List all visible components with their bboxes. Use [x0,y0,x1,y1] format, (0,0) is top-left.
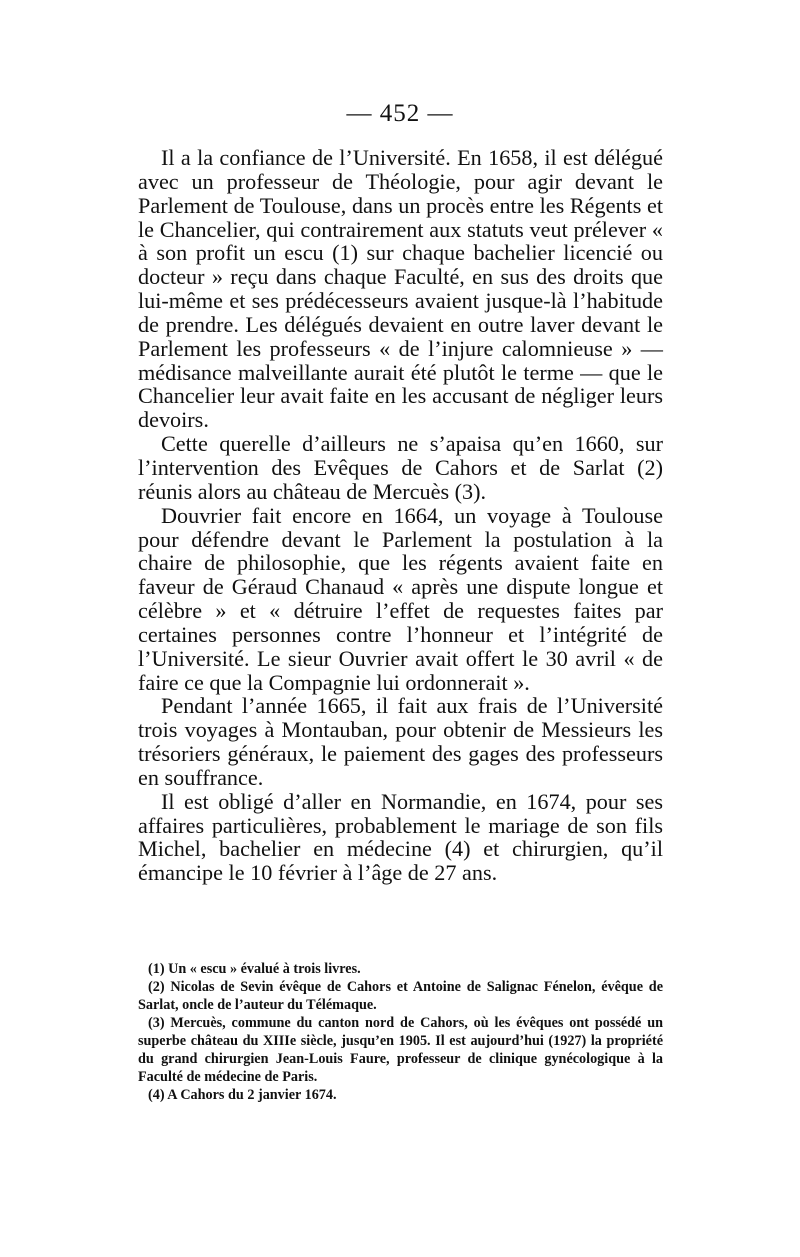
body-text [138,146,663,885]
footnote: (4) A Cahors du 2 janvier 1674. [148,1087,337,1103]
footnote: (3) Mercuès, commune du canton nord de Cahors, où les évêques ont possédé un superbe château du XIIIe siècle, jusqu’en 1905. Il est aujourd’hui (1927) la propriété du grand chirurgien Jean-Louis Faure, professeur de clinique gynécologique à la Faculté de médecine de Paris. [138,1015,663,1085]
paragraph: Cette querelle d’ailleurs ne s’apaisa qu’en 1660, sur l’intervention des Evêques de Cahors et de Sarlat (2) réunis alors au château de Mercuès (3). [138,431,663,504]
footnote: (2) Nicolas de Sevin évêque de Cahors et Antoine de Salignac Fénelon, évêque de Sarlat, oncle de l’auteur du Télémaque. [138,979,663,1013]
footnote: (1) Un « escu » évalué à trois livres. [148,961,361,977]
paragraph: Douvrier fait encore en 1664, un voyage à Toulouse pour défendre devant le Parlement la postulation à la chaire de philosophie, que les régents avaient faite en faveur de Géraud Chanaud « après une dispute longue et célèbre » et « détruire l’effet de requestes faites par certaines personnes contre l’honneur et l’intégrité de l’Université. Le sieur Ouvrier avait offert le 30 avril « de faire ce que la Compagnie lui ordonnerait ». [138,502,663,695]
page-number: — 452 — [346,100,454,127]
footnotes [138,960,663,1104]
paragraph: Pendant l’année 1665, il fait aux frais de l’Université trois voyages à Montauban, pour obtenir de Messieurs les trésoriers généraux, le paiement des gages des professeurs en souffrance. [138,693,663,790]
paragraph: Il a la confiance de l’Université. En 1658, il est délégué avec un professeur de Théologie, pour agir devant le Parlement de Toulouse, dans un procès entre les Régents et le Chancelier, qui contrairement aux statuts veut prélever « à son profit un escu (1) sur chaque bachelier licencié ou docteur » reçu dans chaque Faculté, en sus des droits que lui-même et ses prédécesseurs avaient jusque-là l’habitude de prendre. Les délégués devaient en outre laver devant le Parlement les professeurs « de l’injure calomnieuse » — médisance malveillante aurait été plutôt le terme — que le Chancelier leur avait faite en les accusant de négliger leurs devoirs. [138,145,663,433]
paragraph: Il est obligé d’aller en Normandie, en 1674, pour ses affaires particulières, probablement le mariage de son fils Michel, bachelier en médecine (4) et chirurgien, qu’il émancipe le 10 février à l’âge de 27 ans. [138,788,663,886]
